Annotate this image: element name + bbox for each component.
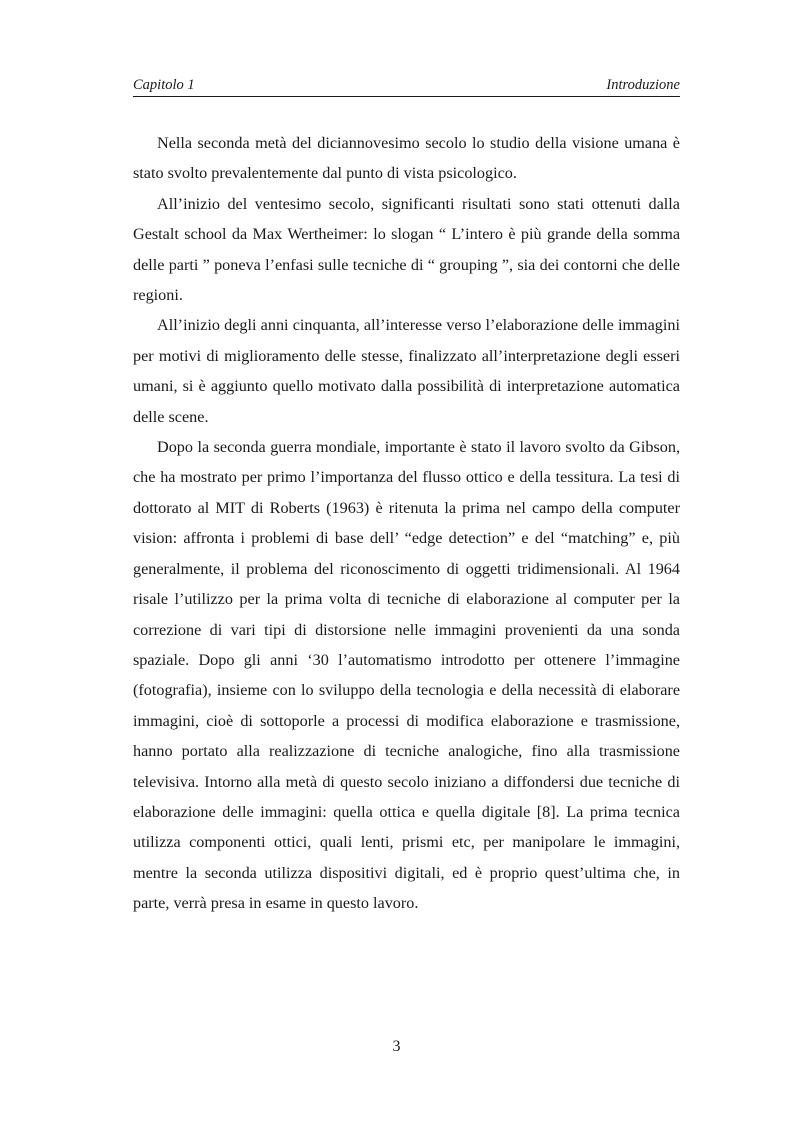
body-text [133,128,680,919]
header-divider [133,96,680,97]
paragraph-2: All’inizio del ventesimo secolo, significanti risultati sono stati ottenuti dalla Gestalt school da Max Wertheimer: lo slogan “ L’intero è più grande della somma delle parti ” poneva l’enfasi sulle tecniche di “ grouping ”, sia dei contorni che delle regioni. [133,194,680,305]
section-title: Introduzione [606,77,680,93]
chapter-label: Capitolo 1 [133,77,195,93]
paragraph-1: Nella seconda metà del diciannovesimo secolo lo studio della visione umana è stato svolto prevalentemente dal punto di vista psicologico. [133,134,680,183]
running-header [133,76,680,94]
paragraph-3: All’inizio degli anni cinquanta, all’interesse verso l’elaborazione delle immagini per motivi di miglioramento delle stesse, finalizzato all’interpretazione degli esseri umani, si è aggiunto quello motivato dalla possibilità di interpretazione automatica delle scene. [133,316,680,426]
paragraph-4: Dopo la seconda guerra mondiale, importante è stato il lavoro svolto da Gibson, che ha mostrato per primo l’importanza del flusso ottico e della tessitura. La tesi di dottorato al MIT di Roberts (1963) è ritenuta la prima nel campo della computer vision: affronta i problemi di base dell’ “edge detection” e del “matching” e, più generalmente, il problema del riconoscimento di oggetti tridimensionali. Al 1964 risale l’utilizzo per la prima volta di tecniche di elaborazione al computer per la correzione di vari tipi di distorsione nelle immagini provenienti da una sonda spaziale. Dopo gli anni ‘30 l’automatismo introdotto per ottenere l’immagine (fotografia), insieme con lo sviluppo della tecnologia e della necessità di elaborare immagini, cioè di sottoporle a processi di modifica elaborazione e trasmissione, hanno portato alla realizzazione di tecniche analogiche, fino alla trasmissione televisiva. Intorno alla metà di questo secolo iniziano a diffondersi due tecniche di elaborazione delle immagini: quella ottica e quella digitale [8]. La prima tecnica utilizza componenti ottici, quali lenti, prismi etc, per manipolare le immagini, mentre la seconda utilizza dispositivi digitali, ed è proprio quest’ultima che, in parte, verrà presa in esame in questo lavoro. [133,438,680,913]
page-number: 3 [392,1038,401,1055]
